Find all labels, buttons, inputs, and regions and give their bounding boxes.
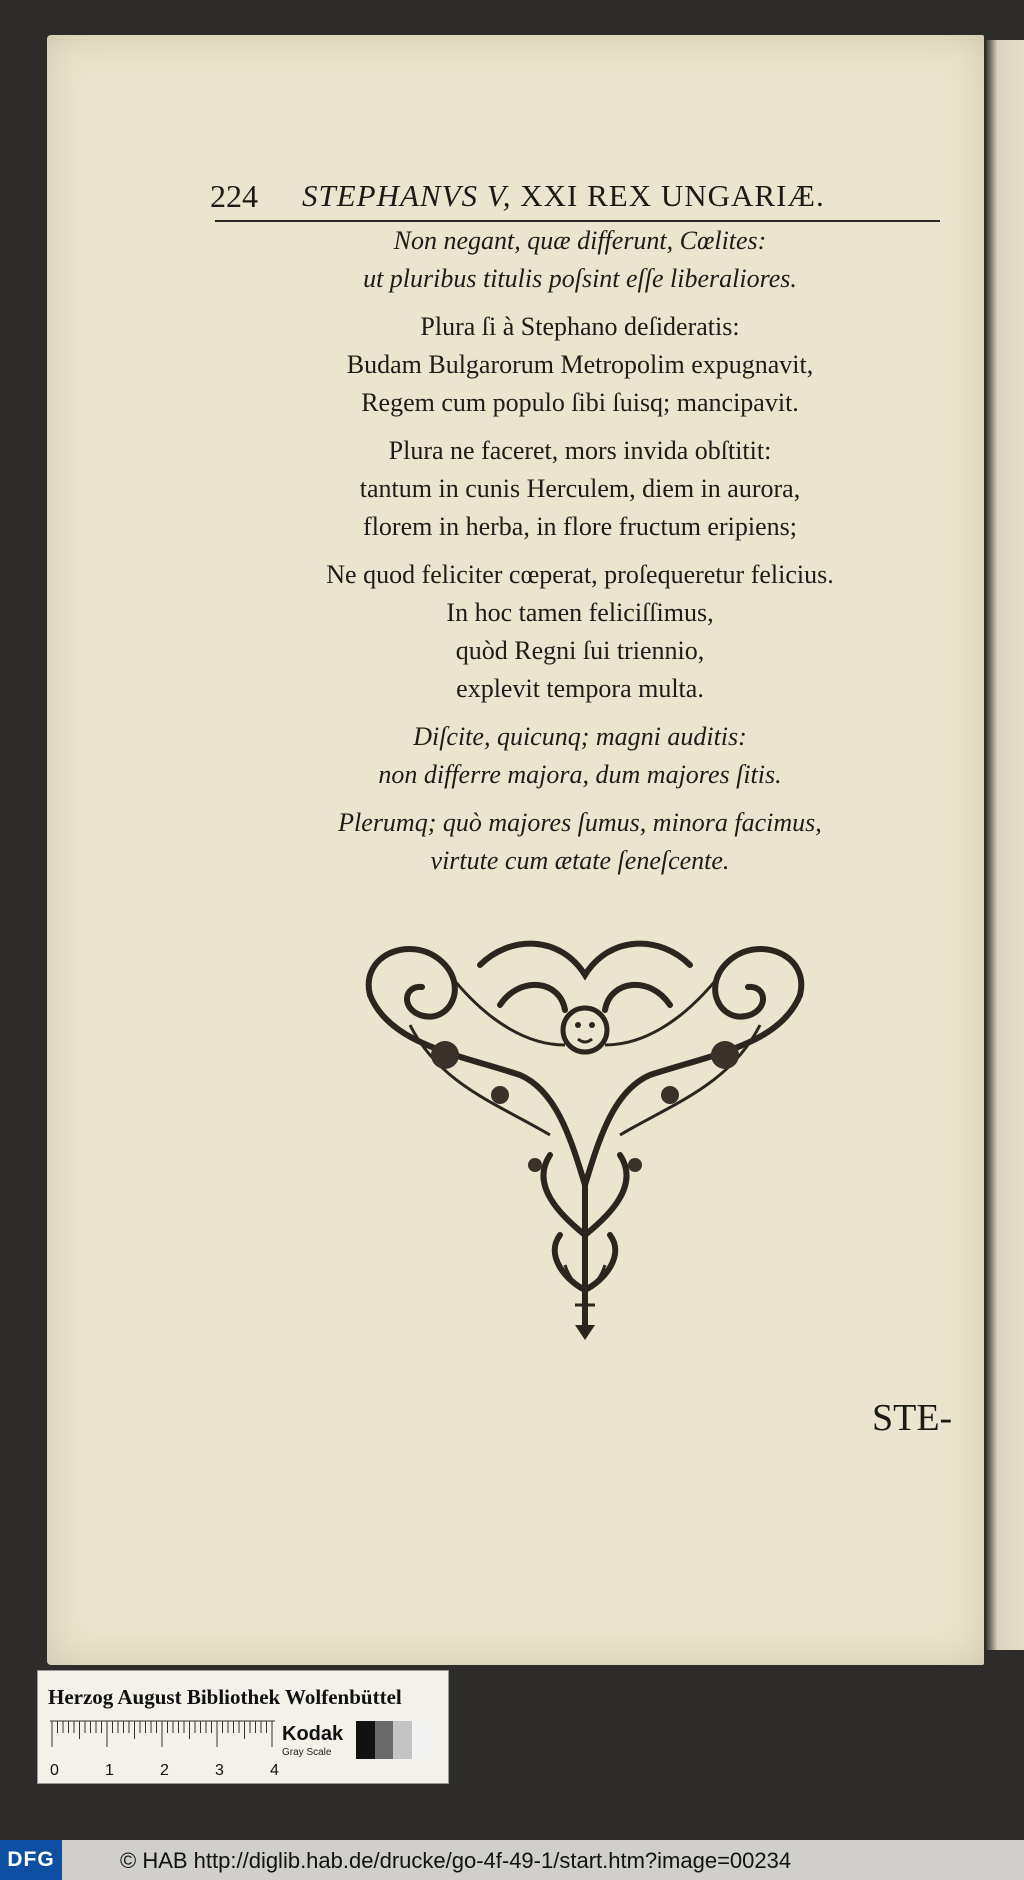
text-line: florem in herba, in flore fructum eripiens; — [363, 512, 797, 541]
text-line: Budam Bulgarorum Metropolim expugnavit, — [346, 350, 814, 379]
ruler-number: 3 — [215, 1762, 224, 1779]
text-line: In hoc tamen feliciſſimus, — [446, 598, 714, 627]
ruler-number: 2 — [160, 1762, 169, 1779]
library-name: Herzog August Bibliothek Wolfenbüttel — [48, 1685, 402, 1709]
stanza-gap — [260, 546, 900, 556]
ornamental-tailpiece — [350, 935, 820, 1340]
kodak-logo: Kodak — [282, 1723, 344, 1745]
footer-bar — [0, 1840, 1024, 1880]
next-page-edge — [986, 40, 1024, 1650]
copyright-link[interactable]: © HAB http://diglib.hab.de/drucke/go-4f-49-1/start.htm?image=00234 — [120, 1848, 792, 1873]
gray-scale-label: Gray Scale — [282, 1747, 332, 1758]
text-line: Regem cum populo ſibi ſuisq; mancipavit. — [361, 388, 799, 417]
stanza-gap — [260, 708, 900, 718]
text-line: Non negant, quæ differunt, Cœlites: — [393, 226, 767, 255]
gray-swatch — [412, 1721, 431, 1759]
text-line: Plura ne faceret, mors invida obſtitit: — [388, 436, 772, 465]
text-line: virtute cum ætate ſeneſcente. — [430, 846, 730, 875]
ruler-scale — [50, 1719, 300, 1779]
stanza-gap — [260, 422, 900, 432]
running-title-roman: XXI REX UNGARIÆ. — [520, 178, 825, 213]
text-line: non differre majora, dum majores ſitis. — [378, 760, 782, 789]
ruler-number: 1 — [105, 1762, 114, 1779]
gray-swatch — [375, 1721, 394, 1759]
library-color-card — [37, 1670, 449, 1784]
gray-swatch — [356, 1721, 375, 1759]
stanza-gap — [260, 298, 900, 308]
catchword: STE- — [872, 1397, 953, 1439]
text-line: Plura ſi à Stephano deſideratis: — [420, 312, 740, 341]
gray-swatches — [356, 1721, 430, 1759]
page-number: 224 — [210, 178, 258, 214]
stanza-gap — [260, 794, 900, 804]
text-line: quòd Regni ſui triennio, — [455, 636, 705, 665]
epitaph-text — [260, 222, 900, 880]
text-line: Ne quod feliciter cœperat, proſequeretur felicius. — [326, 560, 834, 589]
ruler-number: 0 — [50, 1762, 59, 1779]
gray-swatch — [393, 1721, 412, 1759]
dfg-logo: DFG — [0, 1840, 62, 1880]
text-line: tantum in cunis Herculem, diem in aurora, — [359, 474, 801, 503]
ruler-number: 4 — [270, 1762, 279, 1779]
text-line: explevit tempora multa. — [456, 674, 704, 703]
text-line: Diſcite, quicunq; magni auditis: — [413, 722, 747, 751]
text-line: Plerumq; quò majores ſumus, minora facimus, — [338, 808, 822, 837]
page-header — [210, 178, 940, 222]
running-title-italic: STEPHANVS V, — [302, 178, 512, 213]
running-title — [302, 178, 825, 214]
text-line: ut pluribus titulis poſsint eſſe liberaliores. — [363, 264, 797, 293]
